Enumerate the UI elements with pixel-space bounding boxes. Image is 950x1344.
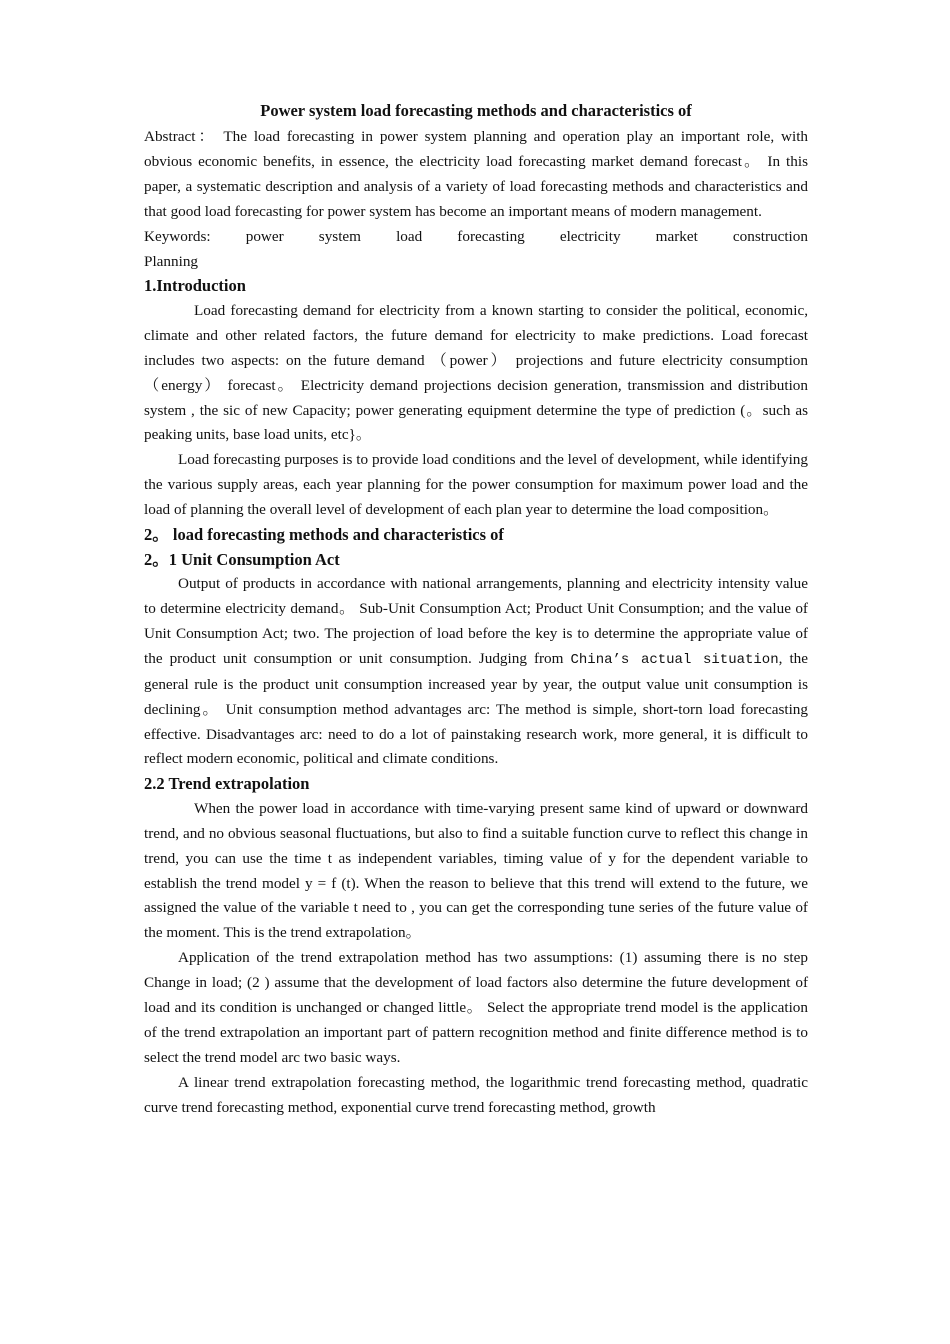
section-heading-unit-consumption: 2。1 Unit Consumption Act xyxy=(144,549,340,569)
unit-text-mono: China’s actual situation xyxy=(570,651,779,668)
keyword: forecasting xyxy=(457,227,525,245)
keyword-last: Planning xyxy=(144,252,199,270)
abstract-label: Abstract： xyxy=(144,128,217,145)
keyword: market xyxy=(655,227,698,245)
trend-paragraph-1: When the power load in accordance with time-varying present same kind of upward or downward trend, and no obvious seasonal fluctuations, but also to find a suitable function curve to reflect this change in trend, you can use the time t as independent variables, timing value of y for the dependent variable to establish the trend model y = f (t). When the reason to believe that this trend will extend to the future, we assigned the value of the variable t need to , you can get the corresponding tune series of the future value of the moment. This is the trend extrapolation。 xyxy=(144,799,808,942)
intro-paragraph-2: Load forecasting purposes is to provide load conditions and the level of development, while identifying the various supply areas, each year planning for the power consumption for maximum power load and the load of planning the overall level of development of each plan year to determine the load composition。 xyxy=(144,451,808,519)
trend-paragraph-2: Application of the trend extrapolation method has two assumptions: (1) assuming there is no step Change in load; (2 ) assume that the development of load factors also determine the future development of load and its condition is unchanged or changed little。 Select the appropriate trend model is the application of the trend extrapolation an important part of pattern recognition method and finite difference method is to select the trend model arc two basic ways. xyxy=(144,949,808,1066)
unit-text-a: Output of products in accordance with national arrangements, planning and electricity intensity value to determine electricity demand。 Sub-Unit Consumption Act; Product Unit Consumption; and the value of Unit Consumption Act; two. The projection of load before the key is to determine the appropriate value of the product unit consumption or unit consumption. Judging from xyxy=(144,575,808,667)
keyword: load xyxy=(396,227,423,245)
keyword: electricity xyxy=(559,227,621,245)
keyword: construction xyxy=(732,227,808,245)
paper-title: Power system load forecasting methods and characteristics of xyxy=(260,101,692,120)
intro-paragraph-1: Load forecasting demand for electricity from a known starting to consider the political, economic, climate and other related factors, the future demand for electricity to make predictions. Load forecast includes two aspects: on the future demand （power） projections and future electricity consumption （energy） forecast。 Electricity demand projections decision generation, transmission and distribution system , the sic of new Capacity; power generating equipment determine the type of prediction (。such as peaking units, base load units, etc}。 xyxy=(144,301,808,444)
document-page xyxy=(144,98,808,1121)
trend-paragraph-3: A linear trend extrapolation forecasting method, the logarithmic trend forecasting method, quadratic curve trend forecasting method, exponential curve trend forecasting method, growth xyxy=(144,1073,808,1116)
unit-consumption-paragraph xyxy=(144,572,808,772)
keywords-label: Keywords: xyxy=(144,227,211,245)
section-heading-trend-extrapolation: 2.2 Trend extrapolation xyxy=(144,774,310,794)
section-heading-methods: 2。 load forecasting methods and characteristics of xyxy=(144,525,504,545)
keyword: system xyxy=(318,227,361,245)
keyword: power xyxy=(245,227,284,245)
abstract-text: The load forecasting in power system planning and operation play an important role, with obvious economic benefits, in essence, the electricity load forecasting market demand forecast。 In this paper, a systematic description and analysis of a variety of load forecasting methods and characteristics and that good load forecasting for power system has become an important means of modern management. xyxy=(144,128,809,220)
abstract xyxy=(144,125,808,225)
keywords-line xyxy=(144,225,808,250)
unit-text-b: , the general rule is the product unit consumption increased year by year, the output value unit consumption is declining。 Unit consumption method advantages arc: The method is simple, short-torn load forecasting effective. Disadvantages arc: need to do a lot of painstaking research work, more general, it is difficult to reflect modern economic, political and climate conditions. xyxy=(144,649,808,768)
section-heading-introduction: 1.Introduction xyxy=(144,276,246,296)
